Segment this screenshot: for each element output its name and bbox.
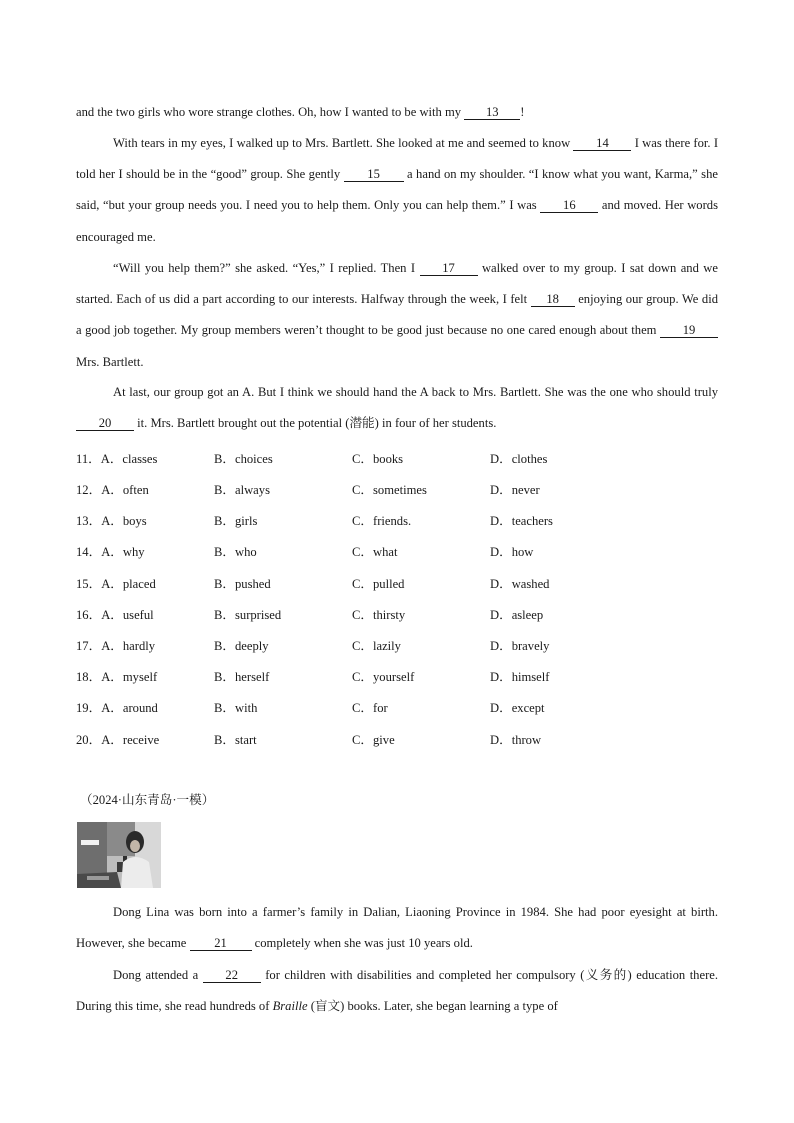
option-a[interactable]: 18．A．myself xyxy=(76,670,158,684)
source-label: （2024·山东青岛·一模） xyxy=(80,793,215,807)
option-b[interactable]: B．herself xyxy=(214,670,270,684)
option-c[interactable]: C．give xyxy=(352,733,395,747)
photo-of-woman-at-microphone xyxy=(77,822,161,888)
option-a[interactable]: 19．A．around xyxy=(76,701,158,715)
option-d[interactable]: D．washed xyxy=(490,577,550,591)
paragraph-3: “Will you help them?” she asked. “Yes,” I replied. Then I 17 walked over to my group. I sat down and we started. Each of us did a part according to our interests. Halfway through the week, I felt 18 enjoying our group. We did a good job together. My group members weren’t thought to be good just because no one cared enough about them 19 Mrs. Bartlett. xyxy=(76,261,718,369)
blank-16[interactable]: 16 xyxy=(540,198,598,213)
blank-17[interactable]: 17 xyxy=(420,261,478,276)
braille-word: Braille xyxy=(272,999,308,1014)
option-c[interactable]: C．friends. xyxy=(352,514,412,528)
option-c[interactable]: C．yourself xyxy=(352,670,415,684)
option-b[interactable]: B．surprised xyxy=(214,608,282,622)
option-b[interactable]: B．girls xyxy=(214,514,258,528)
blank-13[interactable]: 13 xyxy=(464,105,520,120)
option-a[interactable]: 16．A．useful xyxy=(76,608,154,622)
blank-22[interactable]: 22 xyxy=(203,968,261,983)
passage-line-13: and the two girls who wore strange clothes. Oh, how I wanted to be with my 13 ! xyxy=(76,105,525,119)
option-a[interactable]: 15．A．placed xyxy=(76,577,156,591)
option-b[interactable]: B．with xyxy=(214,701,258,715)
paragraph-2: With tears in my eyes, I walked up to Mrs. Bartlett. She looked at me and seemed to know 14 I was there for. I told her I should be in the “good” group. She gently 15 a hand on my shoulder. “I know what you want, Karma,” she said, “but your group needs you. I need you to help them. Only you can help them.” I was 16 and moved. Her words encouraged me. xyxy=(76,136,719,244)
blank-20[interactable]: 20 xyxy=(76,416,134,431)
option-c[interactable]: C．books xyxy=(352,452,404,466)
option-b[interactable]: B．start xyxy=(214,733,257,747)
passage2-paragraph-2: Dong attended a 22 for children with disabilities and completed her compulsory (义务的) education there. During this time, she read hundreds of Braille (盲文) books. Later, she began learning a type of xyxy=(76,968,719,1014)
option-c[interactable]: C．thirsty xyxy=(352,608,406,622)
option-c[interactable]: C．sometimes xyxy=(352,483,427,497)
option-b[interactable]: B．pushed xyxy=(214,577,271,591)
option-b[interactable]: B．deeply xyxy=(214,639,269,653)
option-d[interactable]: D．throw xyxy=(490,733,542,747)
blank-18[interactable]: 18 xyxy=(531,292,575,307)
option-a[interactable]: 13．A．boys xyxy=(76,514,147,528)
option-a[interactable]: 20．A．receive xyxy=(76,733,160,747)
option-d[interactable]: D．clothes xyxy=(490,452,548,466)
option-a[interactable]: 11．A．classes xyxy=(76,452,158,466)
option-a[interactable]: 14．A．why xyxy=(76,545,145,559)
option-c[interactable]: C．for xyxy=(352,701,388,715)
blank-15[interactable]: 15 xyxy=(344,167,404,182)
option-d[interactable]: D．teachers xyxy=(490,514,553,528)
option-d[interactable]: D．how xyxy=(490,545,534,559)
option-b[interactable]: B．always xyxy=(214,483,270,497)
photo-icon xyxy=(77,822,161,888)
option-a[interactable]: 17．A．hardly xyxy=(76,639,156,653)
option-a[interactable]: 12．A．often xyxy=(76,483,149,497)
option-d[interactable]: D．never xyxy=(490,483,540,497)
option-d[interactable]: D．bravely xyxy=(490,639,550,653)
option-c[interactable]: C．lazily xyxy=(352,639,401,653)
option-b[interactable]: B．who xyxy=(214,545,257,559)
blank-14[interactable]: 14 xyxy=(573,136,631,151)
blank-19[interactable]: 19 xyxy=(660,323,718,338)
option-b[interactable]: B．choices xyxy=(214,452,273,466)
option-d[interactable]: D．himself xyxy=(490,670,550,684)
passage2-paragraph-1: Dong Lina was born into a farmer’s family in Dalian, Liaoning Province in 1984. She had poor eyesight at birth. However, she became 21 completely when she was just 10 years old. xyxy=(76,905,718,951)
option-c[interactable]: C．what xyxy=(352,545,398,559)
paragraph-4: At last, our group got an A. But I think we should hand the A back to Mrs. Bartlett. She was the one who should truly 20 it. Mrs. Bartlett brought out the potential (潜能) in four of her students. xyxy=(76,377,718,439)
option-d[interactable]: D．asleep xyxy=(490,608,544,622)
option-d[interactable]: D．except xyxy=(490,701,545,715)
option-c[interactable]: C．pulled xyxy=(352,577,405,591)
blank-21[interactable]: 21 xyxy=(190,936,252,951)
